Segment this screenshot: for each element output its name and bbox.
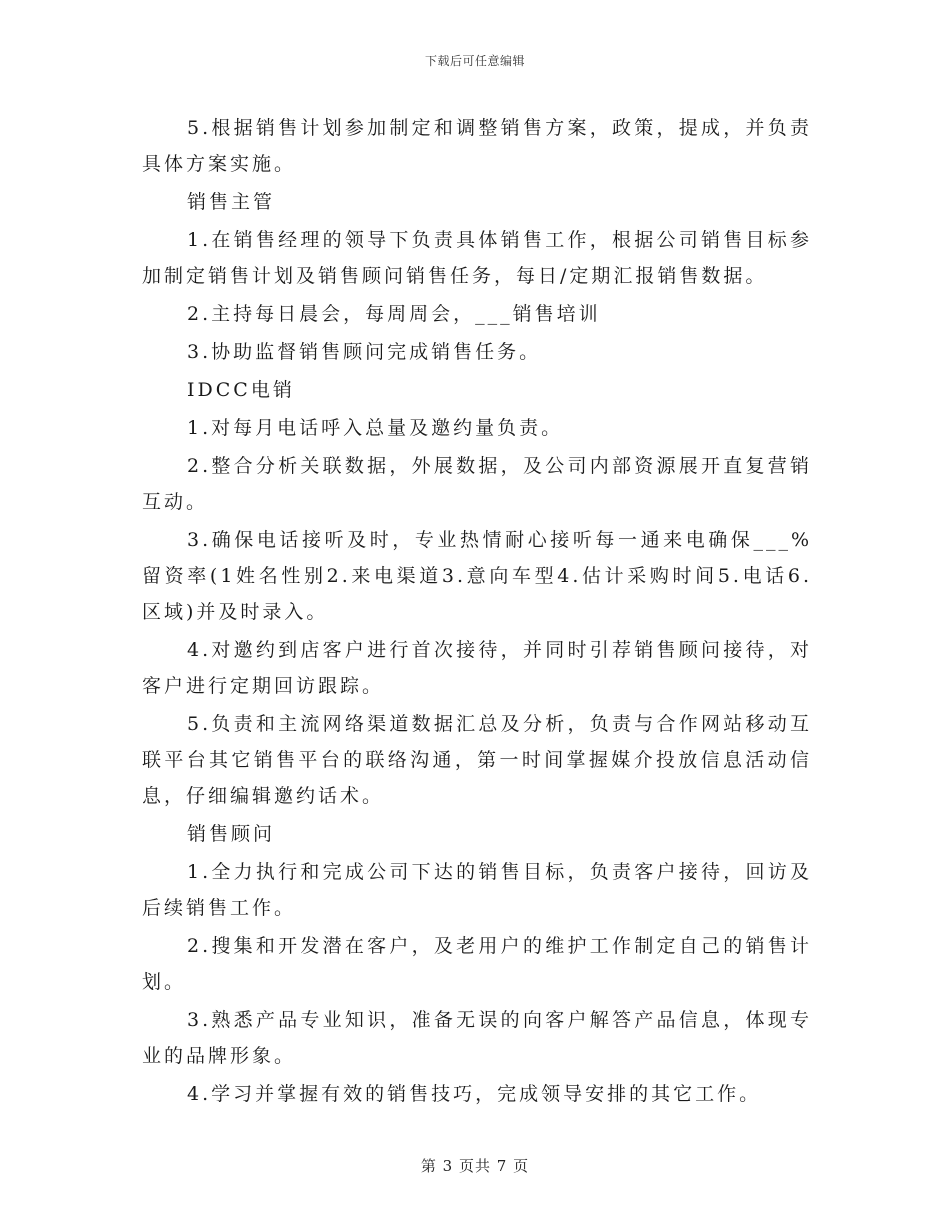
paragraph-idcc-item-1: 1.对每月电话呼入总量及邀约量负责。 (187, 417, 564, 439)
section-heading-sales-consultant: 销售顾问 (187, 823, 276, 845)
document-body (142, 110, 812, 1114)
paragraph-consultant-item-4: 4.学习并掌握有效的销售技巧，完成领导安排的其它工作。 (187, 1083, 762, 1105)
section-heading-sales-supervisor: 销售主管 (187, 191, 276, 213)
paragraph-idcc-item-4: 4.对邀约到店客户进行首次接待，并同时引荐销售顾问接待，对客户进行定期回访跟踪。 (142, 639, 812, 697)
paragraph-supervisor-item-3: 3.协助监督销售顾问完成销售任务。 (187, 341, 542, 363)
paragraph-consultant-item-1: 1.全力执行和完成公司下达的销售目标，负责客户接待，回访及后续销售工作。 (142, 861, 812, 919)
paragraph-supervisor-item-1: 1.在销售经理的领导下负责具体销售工作，根据公司销售目标参加制定销售计划及销售顾问销售任务，每日/定期汇报销售数据。 (142, 229, 812, 287)
paragraph-consultant-item-3: 3.熟悉产品专业知识，准备无误的向客户解答产品信息，体现专业的品牌形象。 (142, 1009, 812, 1067)
paragraph-sales-manager-item-5: 5.根据销售计划参加制定和调整销售方案，政策，提成，并负责具体方案实施。 (142, 117, 812, 175)
page-footer: 第 3 页共 7 页 (420, 1157, 530, 1175)
paragraph-supervisor-item-2: 2.主持每日晨会，每周周会，___销售培训 (187, 303, 601, 325)
paragraph-idcc-item-5: 5.负责和主流网络渠道数据汇总及分析，负责与合作网站移动互联平台其它销售平台的联络沟通，第一时间掌握媒介投放信息活动信息，仔细编辑邀约话术。 (142, 713, 812, 807)
page-header: 下载后可任意编辑 (424, 54, 525, 68)
section-heading-idcc: IDCC电销 (187, 379, 295, 401)
paragraph-idcc-item-2: 2.整合分析关联数据，外展数据，及公司内部资源展开直复营销互动。 (142, 455, 812, 513)
paragraph-consultant-item-2: 2.搜集和开发潜在客户，及老用户的维护工作制定自己的销售计划。 (142, 935, 812, 993)
paragraph-idcc-item-3: 3.确保电话接听及时，专业热情耐心接听每一通来电确保___%留资率(1姓名性别2.来电渠道3.意向车型4.估计采购时间5.电话6.区域)并及时录入。 (142, 529, 812, 623)
